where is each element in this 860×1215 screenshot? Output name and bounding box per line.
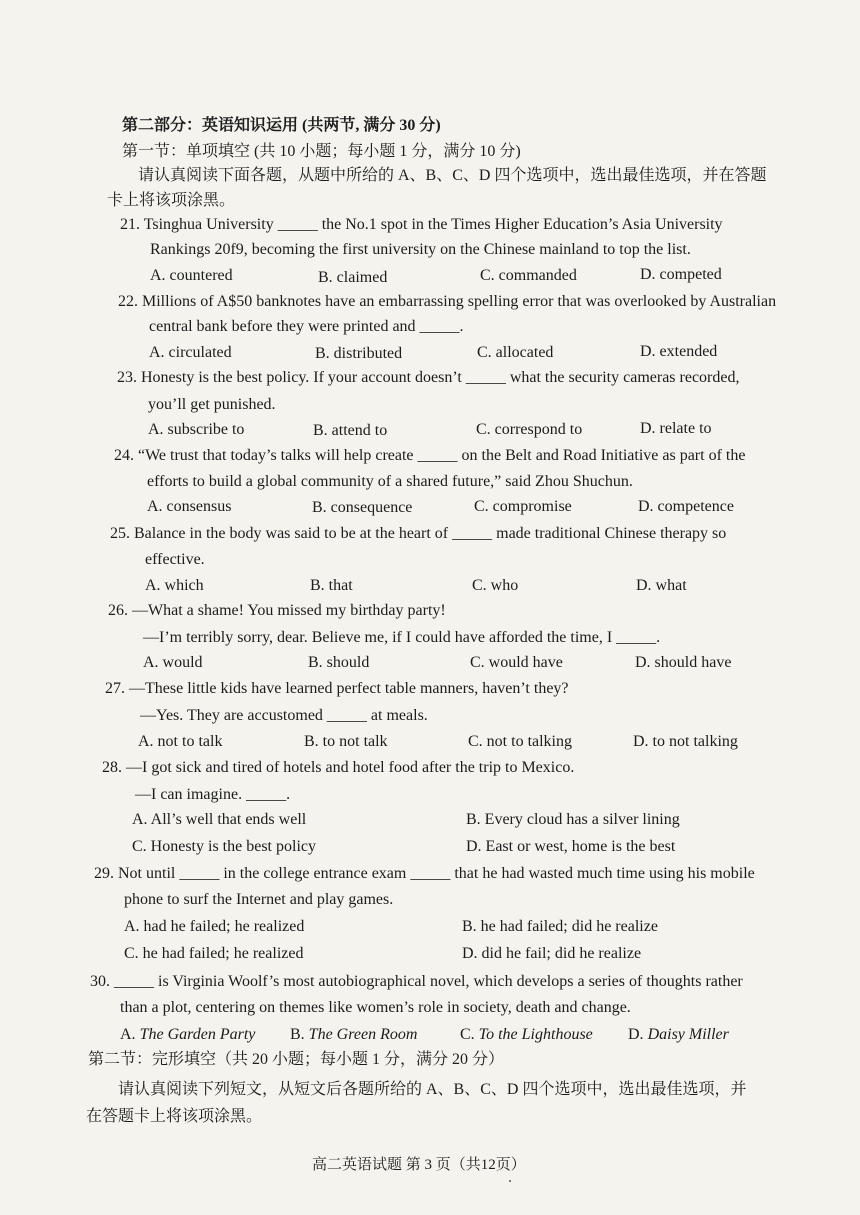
- question-26-option-d: D. should have: [635, 654, 732, 671]
- page-footer: 高二英语试题 第 3 页（共12页）: [312, 1157, 526, 1173]
- question-30-line-1: 30. _____ is Virginia Woolf’s most autobiographical novel, which develops a series of thoughts rather: [90, 973, 743, 990]
- question-27-option-c: C. not to talking: [468, 733, 572, 750]
- question-28-option-a: A. All’s well that ends well: [132, 811, 307, 828]
- question-24-option-c: C. compromise: [474, 498, 572, 515]
- question-23-option-a: A. subscribe to: [148, 421, 245, 438]
- question-21-option-d: D. competed: [640, 266, 722, 283]
- question-29-option-b: B. he had failed; did he realize: [462, 918, 658, 935]
- question-24-option-a: A. consensus: [147, 498, 232, 515]
- question-25-option-c: C. who: [472, 577, 519, 594]
- part2-heading: 第二部分：英语知识运用 (共两节, 满分 30 分): [122, 117, 441, 134]
- question-27-option-d: D. to not talking: [633, 733, 738, 750]
- question-23-option-c: C. correspond to: [476, 421, 583, 438]
- footer-dot: [509, 1180, 511, 1182]
- question-26-option-a: A. would: [143, 654, 203, 671]
- question-21-option-b: B. claimed: [318, 269, 388, 286]
- question-29-line-1: 29. Not until _____ in the college entrance exam _____ that he had wasted much time using his mobile: [94, 865, 755, 882]
- question-30-option-a: A. The Garden Party: [120, 1026, 256, 1043]
- question-23-line-1: 23. Honesty is the best policy. If your account doesn’t _____ what the security cameras recorded,: [117, 369, 740, 386]
- question-22-option-c: C. allocated: [477, 344, 554, 361]
- question-24-option-d: D. competence: [638, 498, 734, 515]
- question-23-line-2: you’ll get punished.: [148, 396, 276, 413]
- question-26-option-c: C. would have: [470, 654, 563, 671]
- question-30-line-2: than a plot, centering on themes like women’s role in society, death and change.: [120, 999, 631, 1016]
- question-23-option-b: B. attend to: [313, 422, 388, 439]
- section1-instruction-1: 请认真阅读下面各题，从题中所给的 A、B、C、D 四个选项中，选出最佳选项，并在答题: [138, 167, 767, 184]
- section2-heading: 第二节：完形填空（共 20 小题；每小题 1 分，满分 20 分）: [88, 1051, 505, 1068]
- section1-heading: 第一节：单项填空 (共 10 小题；每小题 1 分，满分 10 分): [122, 143, 521, 160]
- question-27-line-2: —Yes. They are accustomed _____ at meals.: [140, 707, 428, 724]
- question-26-line-2: —I’m terribly sorry, dear. Believe me, if I could have afforded the time, I _____.: [143, 629, 661, 646]
- question-28-line-2: —I can imagine. _____.: [135, 786, 291, 803]
- question-22-option-b: B. distributed: [315, 345, 403, 362]
- question-27-option-b: B. to not talk: [304, 733, 388, 750]
- question-22-line-1: 22. Millions of A$50 banknotes have an embarrassing spelling error that was overlooked by Australian: [118, 293, 777, 310]
- question-28-line-1: 28. —I got sick and tired of hotels and hotel food after the trip to Mexico.: [102, 759, 575, 776]
- question-21-line-1: 21. Tsinghua University _____ the No.1 spot in the Times Higher Education’s Asia University: [120, 216, 723, 233]
- question-23-option-d: D. relate to: [640, 420, 712, 437]
- question-21-option-c: C. commanded: [480, 267, 577, 284]
- question-26-option-b: B. should: [308, 654, 370, 671]
- section2-instruction-2: 在答题卡上将该项涂黑。: [86, 1108, 263, 1125]
- question-30-option-d: D. Daisy Miller: [628, 1026, 729, 1043]
- question-27-option-a: A. not to talk: [138, 733, 223, 750]
- question-29-line-2: phone to surf the Internet and play games.: [124, 891, 394, 908]
- question-28-option-c: C. Honesty is the best policy: [132, 838, 316, 855]
- question-22-line-2: central bank before they were printed and _____.: [149, 318, 464, 335]
- question-25-option-a: A. which: [145, 577, 204, 594]
- question-29-option-a: A. had he failed; he realized: [124, 918, 305, 935]
- question-30-option-c: C. To the Lighthouse: [460, 1026, 593, 1043]
- question-30-option-b: B. The Green Room: [290, 1026, 418, 1043]
- question-27-line-1: 27. —These little kids have learned perfect table manners, haven’t they?: [105, 680, 569, 697]
- question-24-line-2: efforts to build a global community of a shared future,” said Zhou Shuchun.: [147, 473, 633, 490]
- question-24-line-1: 24. “We trust that today’s talks will help create _____ on the Belt and Road Initiative as part of the: [114, 447, 746, 464]
- question-24-option-b: B. consequence: [312, 499, 413, 516]
- question-25-option-d: D. what: [636, 577, 687, 594]
- question-25-option-b: B. that: [310, 577, 353, 594]
- section1-instruction-2: 卡上将该项涂黑。: [107, 192, 236, 209]
- question-22-option-a: A. circulated: [149, 344, 232, 361]
- question-28-option-b: B. Every cloud has a silver lining: [466, 811, 680, 828]
- question-25-line-2: effective.: [145, 551, 205, 568]
- question-22-option-d: D. extended: [640, 343, 718, 360]
- question-26-line-1: 26. —What a shame! You missed my birthday party!: [108, 602, 446, 619]
- question-25-line-1: 25. Balance in the body was said to be at the heart of _____ made traditional Chinese therapy so: [110, 525, 727, 542]
- question-21-line-2: Rankings 20f9, becoming the first university on the Chinese mainland to top the list.: [150, 241, 691, 258]
- question-21-option-a: A. countered: [150, 267, 233, 284]
- question-29-option-c: C. he had failed; he realized: [124, 945, 304, 962]
- question-29-option-d: D. did he fail; did he realize: [462, 945, 642, 962]
- section2-instruction-1: 请认真阅读下列短文，从短文后各题所给的 A、B、C、D 四个选项中，选出最佳选项，并: [118, 1081, 747, 1098]
- question-28-option-d: D. East or west, home is the best: [466, 838, 676, 855]
